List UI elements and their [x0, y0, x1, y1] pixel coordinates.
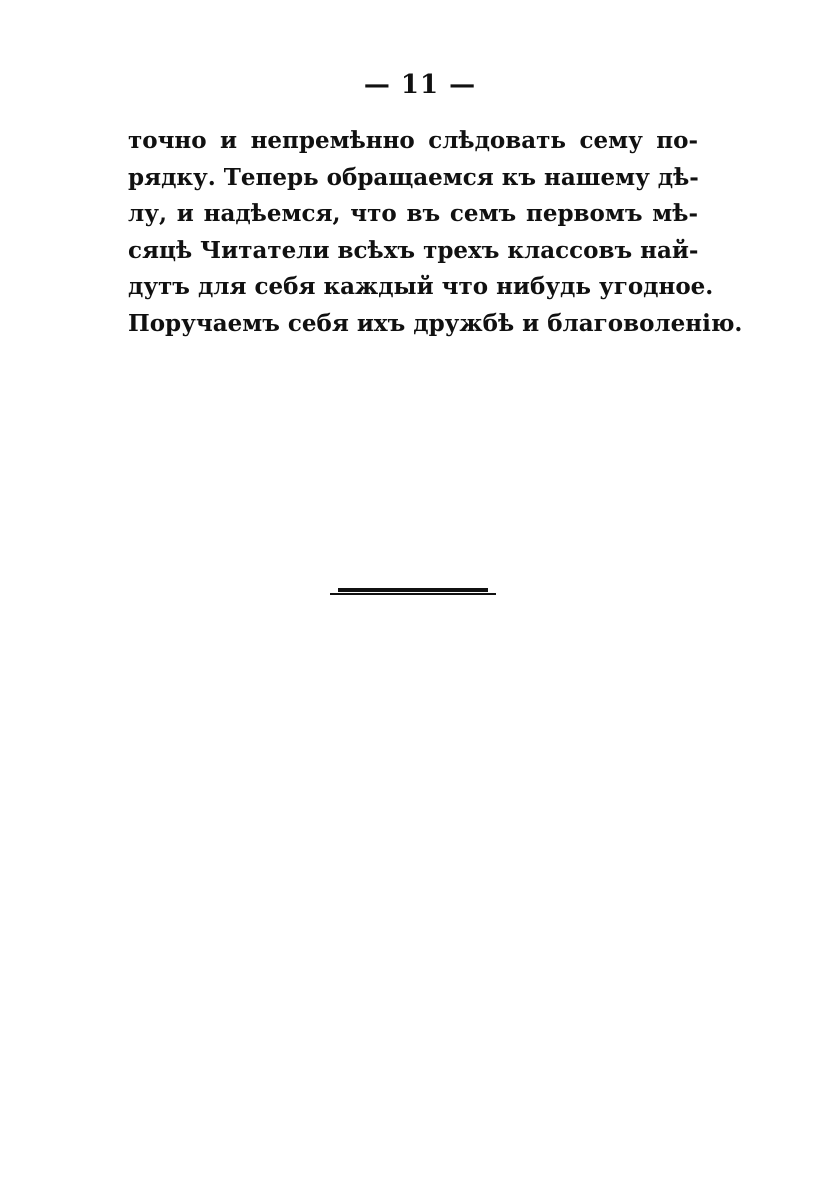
text-line: сяцѣ Читатели всѣхъ трехъ классовъ най-	[128, 236, 699, 264]
rule-thin-line	[330, 593, 496, 595]
text-line: Поручаемъ себя ихъ дружбѣ и благоволенію.	[128, 309, 743, 337]
text-line: лу, и надѣемся, что въ семъ первомъ мѣ-	[128, 200, 698, 227]
ornamental-rule	[330, 588, 496, 598]
text-line: дутъ для себя каждый что нибудь угодное.	[128, 273, 714, 300]
page-number: — 11 —	[363, 70, 477, 100]
body-paragraph	[128, 123, 743, 342]
rule-thick-line	[338, 588, 488, 592]
text-line: рядку. Теперь обращаемся къ нашему дѣ-	[128, 163, 699, 191]
text-line: точно и непремѣнно слѣдовать сему по-	[128, 127, 698, 154]
